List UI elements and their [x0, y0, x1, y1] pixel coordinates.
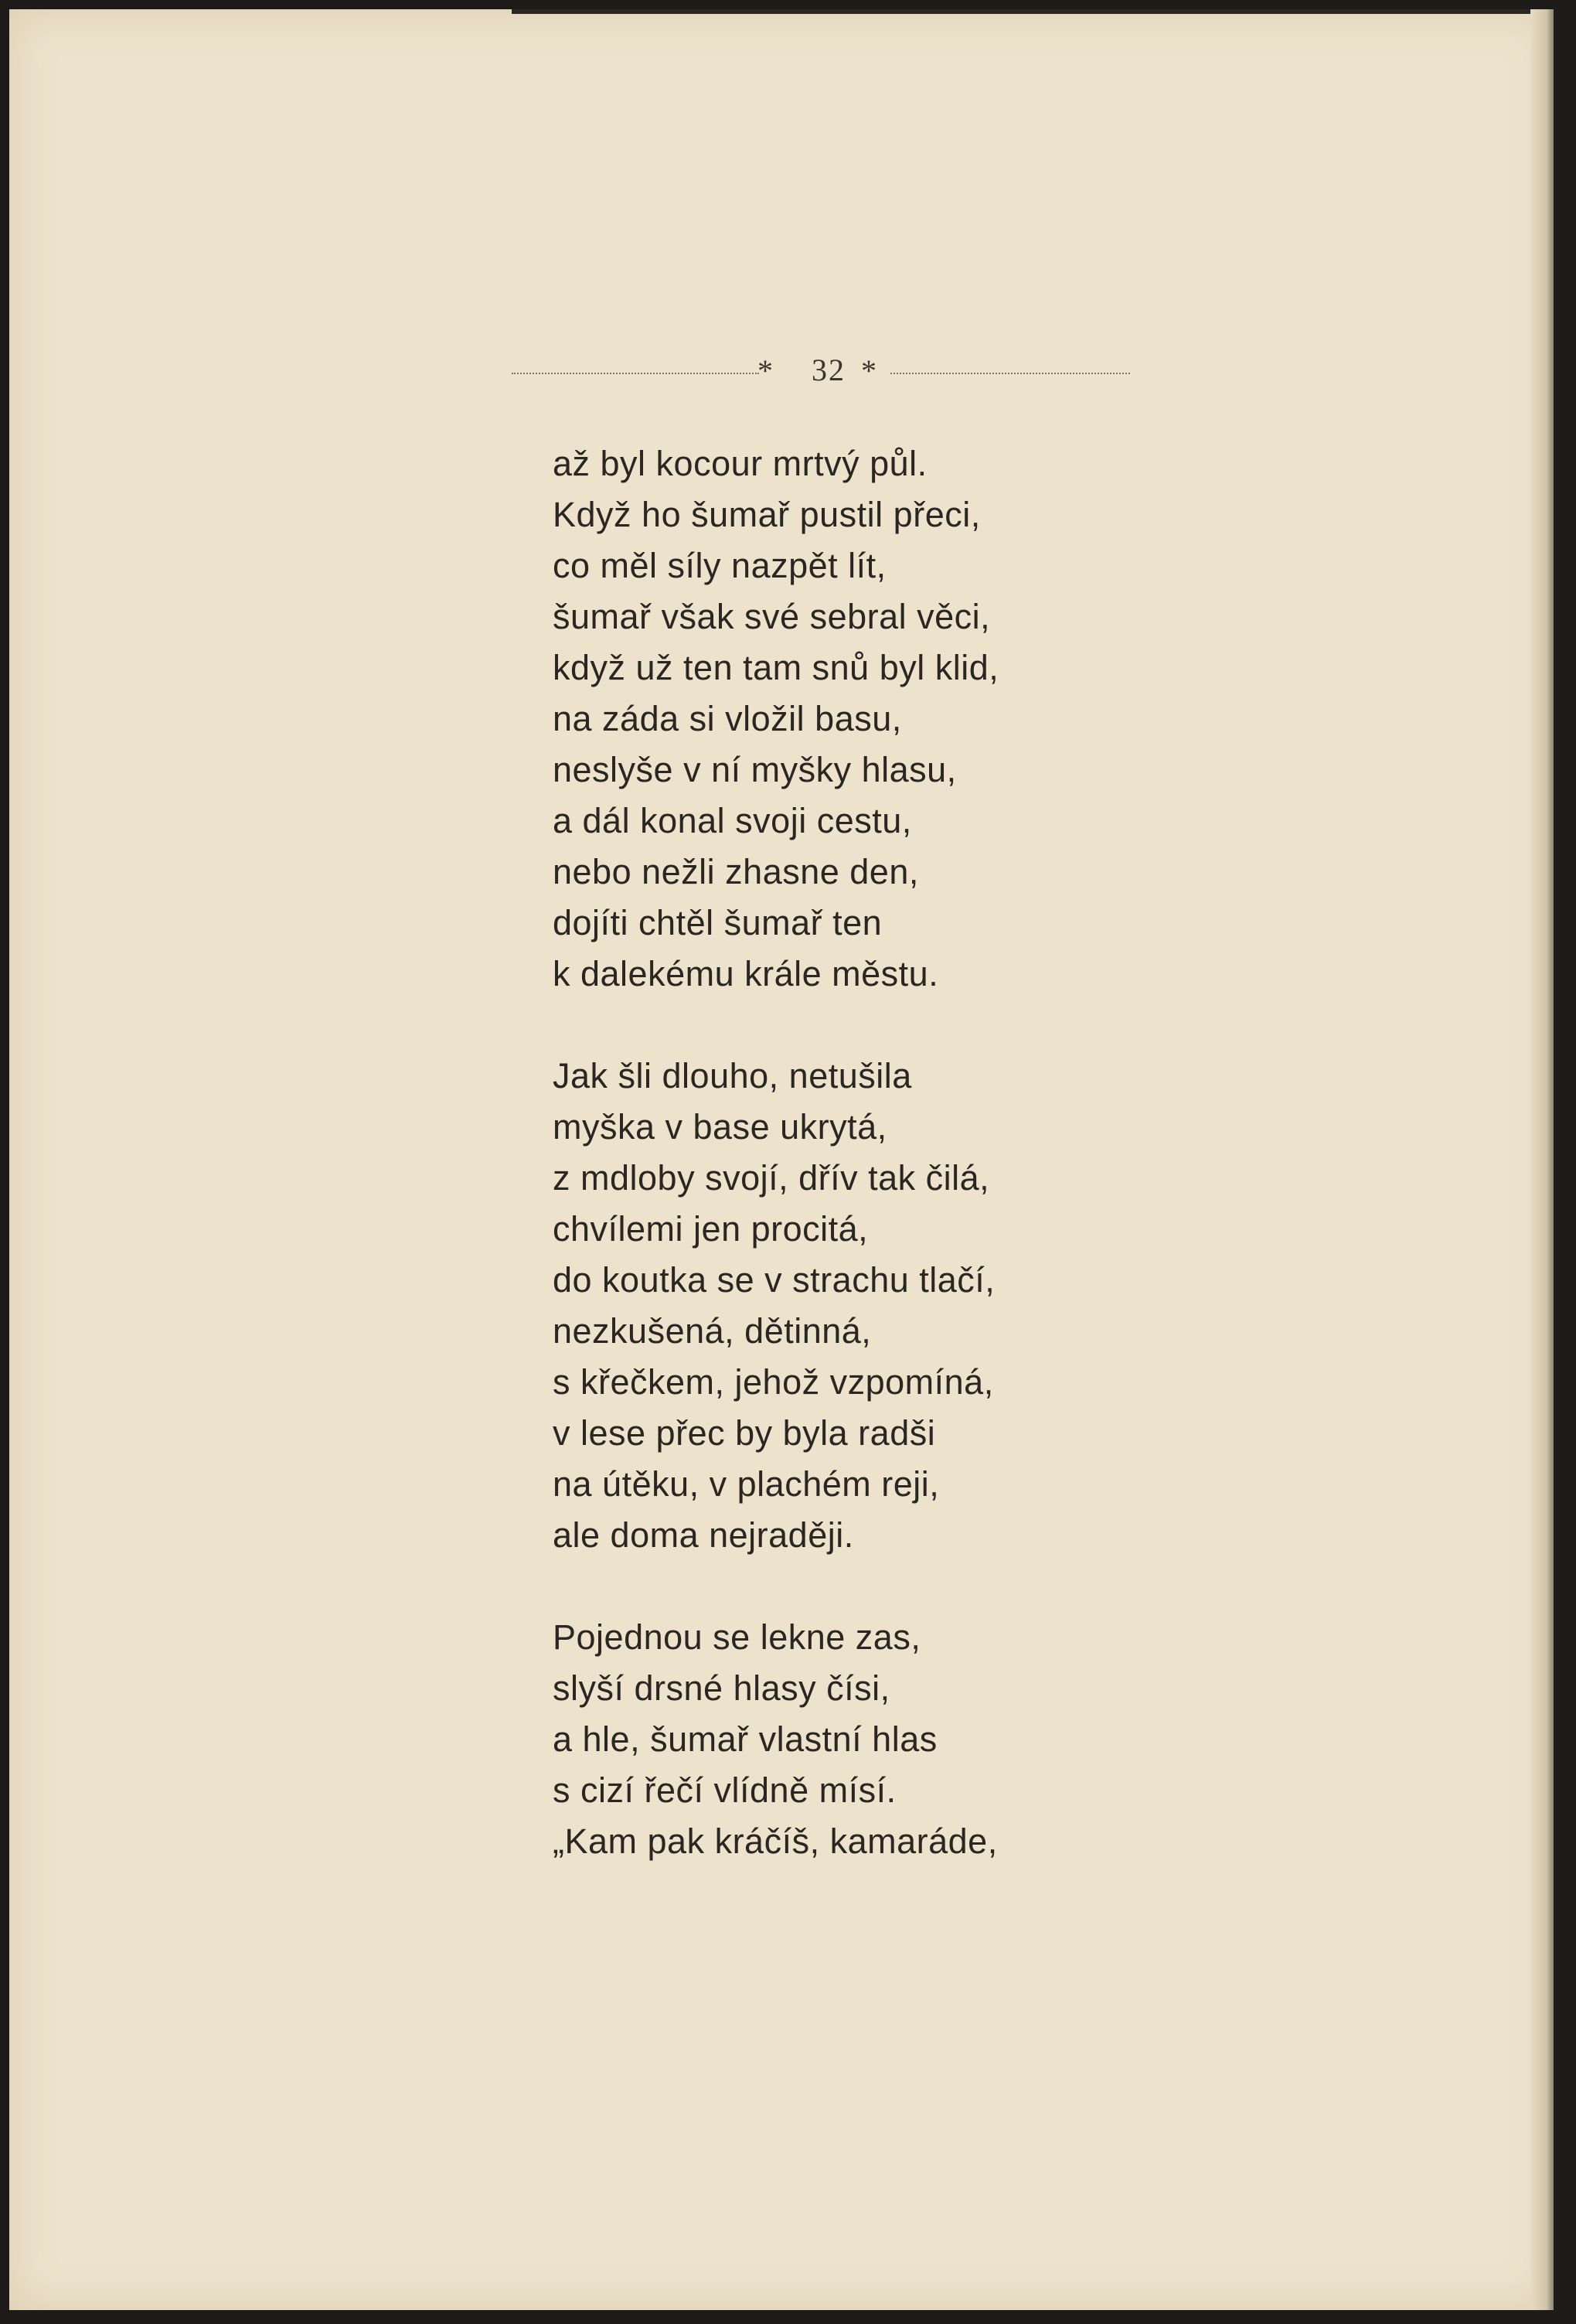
stanza-1	[553, 438, 1248, 1000]
poem-line: z mdloby svojí, dřív tak čilá,	[553, 1158, 990, 1198]
poem-line: a dál konal svoji cestu,	[553, 801, 912, 840]
poem-line: myška v base ukrytá,	[553, 1107, 887, 1147]
poem-text	[553, 438, 1248, 1918]
poem-line: když už ten tam snů byl klid,	[553, 648, 999, 687]
poem-line: Jak šli dlouho, netušila	[553, 1056, 912, 1096]
poem-line: do koutka se v strachu tlačí,	[553, 1260, 996, 1300]
page-header	[504, 349, 1138, 396]
poem-line: Pojednou se lekne zas,	[553, 1617, 921, 1657]
poem-line: ale doma nejraději.	[553, 1515, 854, 1555]
asterisk-ornament-right: *	[861, 353, 877, 388]
asterisk-ornament-left: *	[757, 353, 773, 388]
poem-line: slyší drsné hlasy čísi,	[553, 1668, 890, 1708]
poem-line: k dalekému krále městu.	[553, 954, 939, 993]
poem-line: na útěku, v plachém reji,	[553, 1464, 940, 1504]
poem-line: s křečkem, jehož vzpomíná,	[553, 1362, 994, 1402]
poem-line: chvílemi jen procitá,	[553, 1209, 869, 1249]
page-right-edge	[1530, 9, 1554, 2310]
dotted-rule-left	[512, 373, 759, 374]
poem-line: a hle, šumař vlastní hlas	[553, 1719, 938, 1759]
poem-line: dojíti chtěl šumař ten	[553, 903, 883, 942]
poem-line: s cizí řečí vlídně mísí.	[553, 1770, 897, 1810]
poem-line: nebo nežli zhasne den,	[553, 852, 919, 891]
poem-line: „Kam pak kráčíš, kamaráde,	[553, 1821, 998, 1861]
book-page	[9, 9, 1554, 2310]
poem-line: až byl kocour mrtvý půl.	[553, 444, 928, 483]
poem-line: nezkušená, dětinná,	[553, 1311, 872, 1351]
poem-line: šumař však své sebral věci,	[553, 597, 991, 636]
dotted-rule-right	[890, 373, 1130, 374]
stanza-3	[553, 1612, 1248, 1867]
poem-line: neslyše v ní myšky hlasu,	[553, 750, 957, 789]
poem-line: Když ho šumař pustil přeci,	[553, 495, 981, 534]
poem-line: na záda si vložil basu,	[553, 699, 902, 738]
stanza-2	[553, 1051, 1248, 1561]
poem-line: co měl síly nazpět lít,	[553, 546, 887, 585]
poem-line: v lese přec by byla radši	[553, 1413, 936, 1453]
page-number: 32	[812, 353, 846, 387]
page-top-shadow	[512, 9, 1554, 14]
